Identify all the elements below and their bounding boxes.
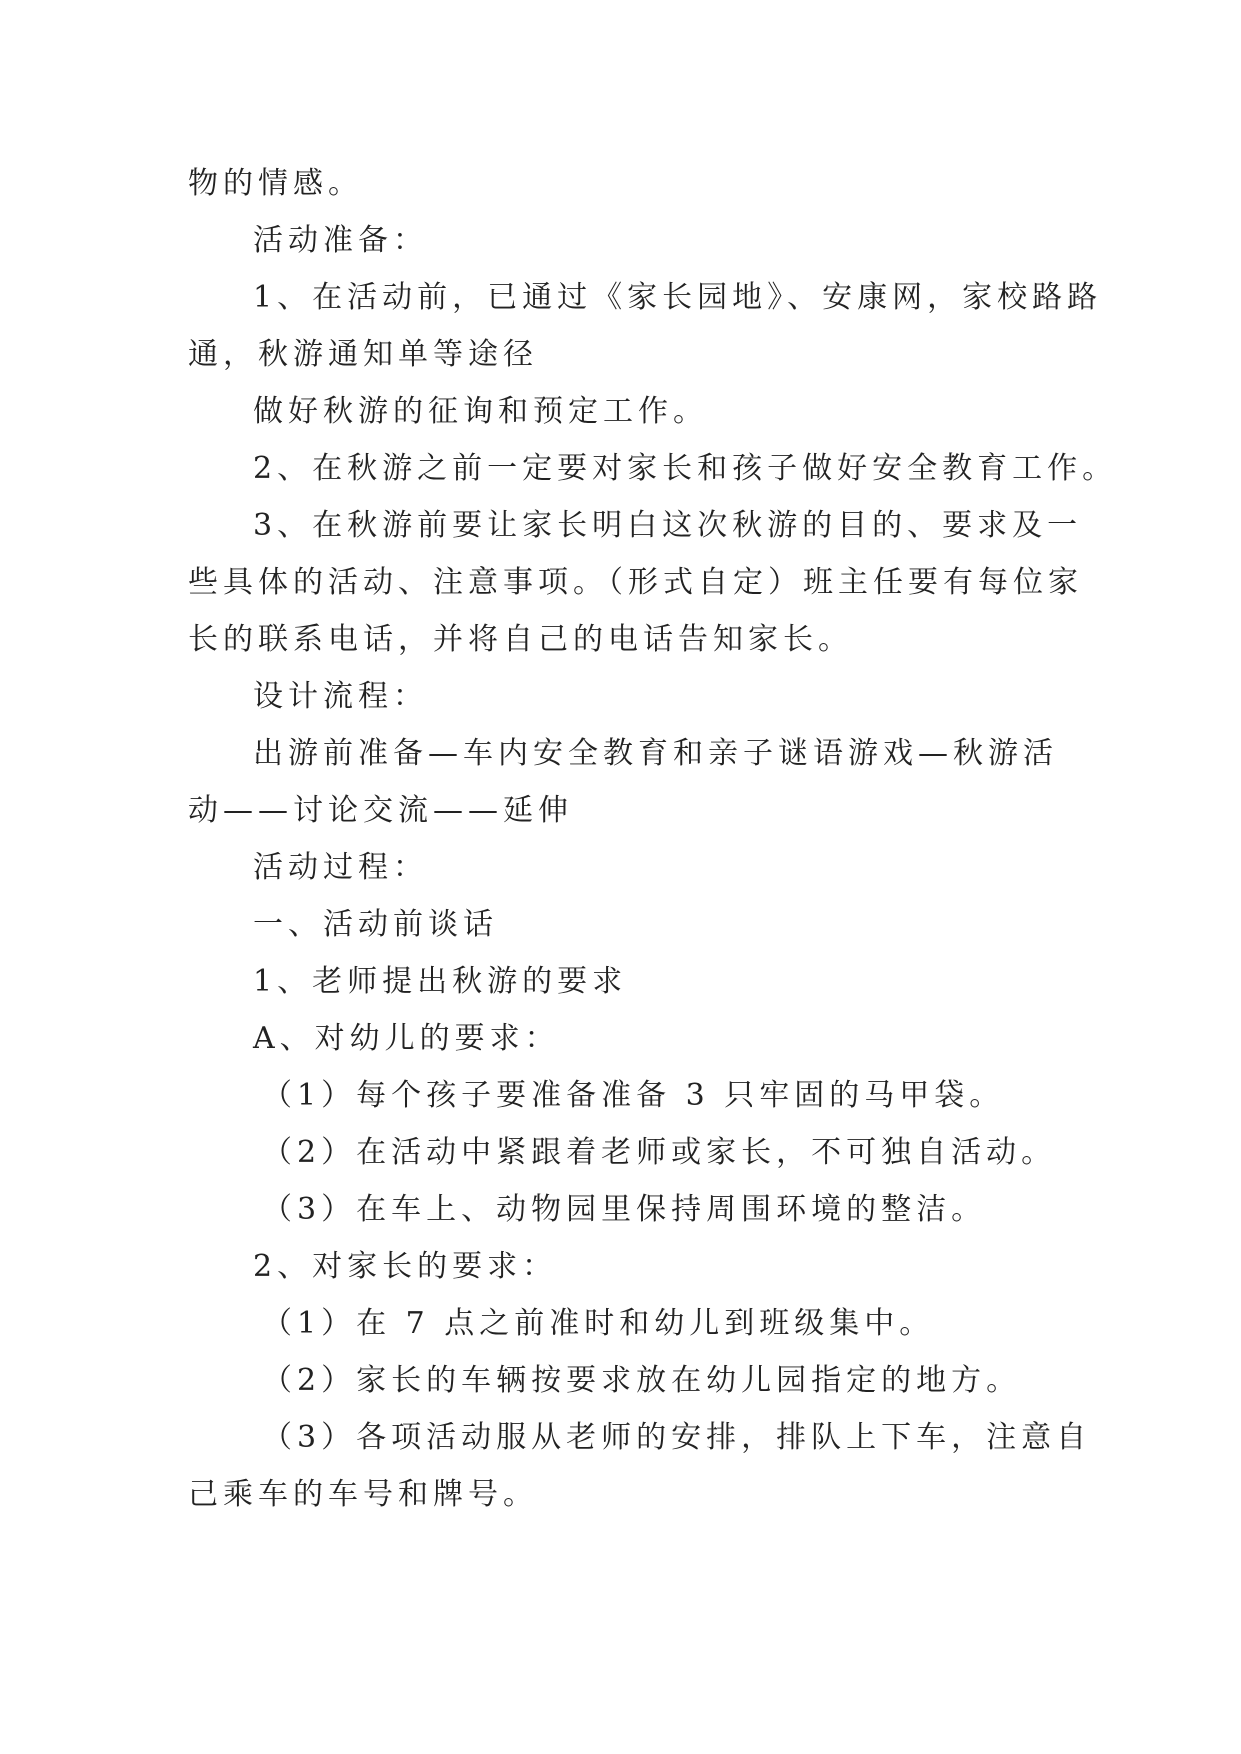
section-heading-design-flow: 设计流程： <box>253 679 428 714</box>
text-line: 2、在秋游之前一定要对家长和孩子做好安全教育工作。 <box>253 451 1118 486</box>
list-item: （3）在车上、动物园里保持周围环境的整洁。 <box>262 1192 987 1227</box>
text-line: 出游前准备—车内安全教育和亲子谜语游戏—秋游活 <box>253 736 1058 771</box>
text-line: A、对幼儿的要求： <box>253 1021 560 1056</box>
text-line: 一、活动前谈话 <box>253 907 498 942</box>
list-item: （1）在 7 点之前准时和幼儿到班级集中。 <box>262 1306 935 1341</box>
list-item: （3）各项活动服从老师的安排，排队上下车，注意自 <box>262 1420 1092 1455</box>
text-line: 动——讨论交流——延伸 <box>188 793 573 828</box>
text-line: 些具体的活动、注意事项。（形式自定）班主任要有每位家 <box>188 565 1083 600</box>
text-line: 做好秋游的征询和预定工作。 <box>253 394 708 429</box>
list-item: （2）家长的车辆按要求放在幼儿园指定的地方。 <box>262 1363 1022 1398</box>
section-heading-activity-process: 活动过程： <box>253 850 428 885</box>
list-item: （1）每个孩子要准备准备 3 只牢固的马甲袋。 <box>262 1078 1005 1113</box>
text-line: 1、在活动前，已通过《家长园地》、安康网，家校路路 <box>253 280 1103 315</box>
list-item: （2）在活动中紧跟着老师或家长，不可独自活动。 <box>262 1135 1057 1170</box>
text-line: 1、老师提出秋游的要求 <box>253 964 628 999</box>
section-heading-activity-preparation: 活动准备： <box>253 223 428 258</box>
text-line: 己乘车的车号和牌号。 <box>188 1477 538 1512</box>
text-line: 2、对家长的要求： <box>253 1249 558 1284</box>
text-line: 3、在秋游前要让家长明白这次秋游的目的、要求及一 <box>253 508 1083 543</box>
text-line: 物的情感。 <box>188 166 363 201</box>
text-line: 通，秋游通知单等途径 <box>188 337 538 372</box>
text-line: 长的联系电话，并将自己的电话告知家长。 <box>188 622 853 657</box>
